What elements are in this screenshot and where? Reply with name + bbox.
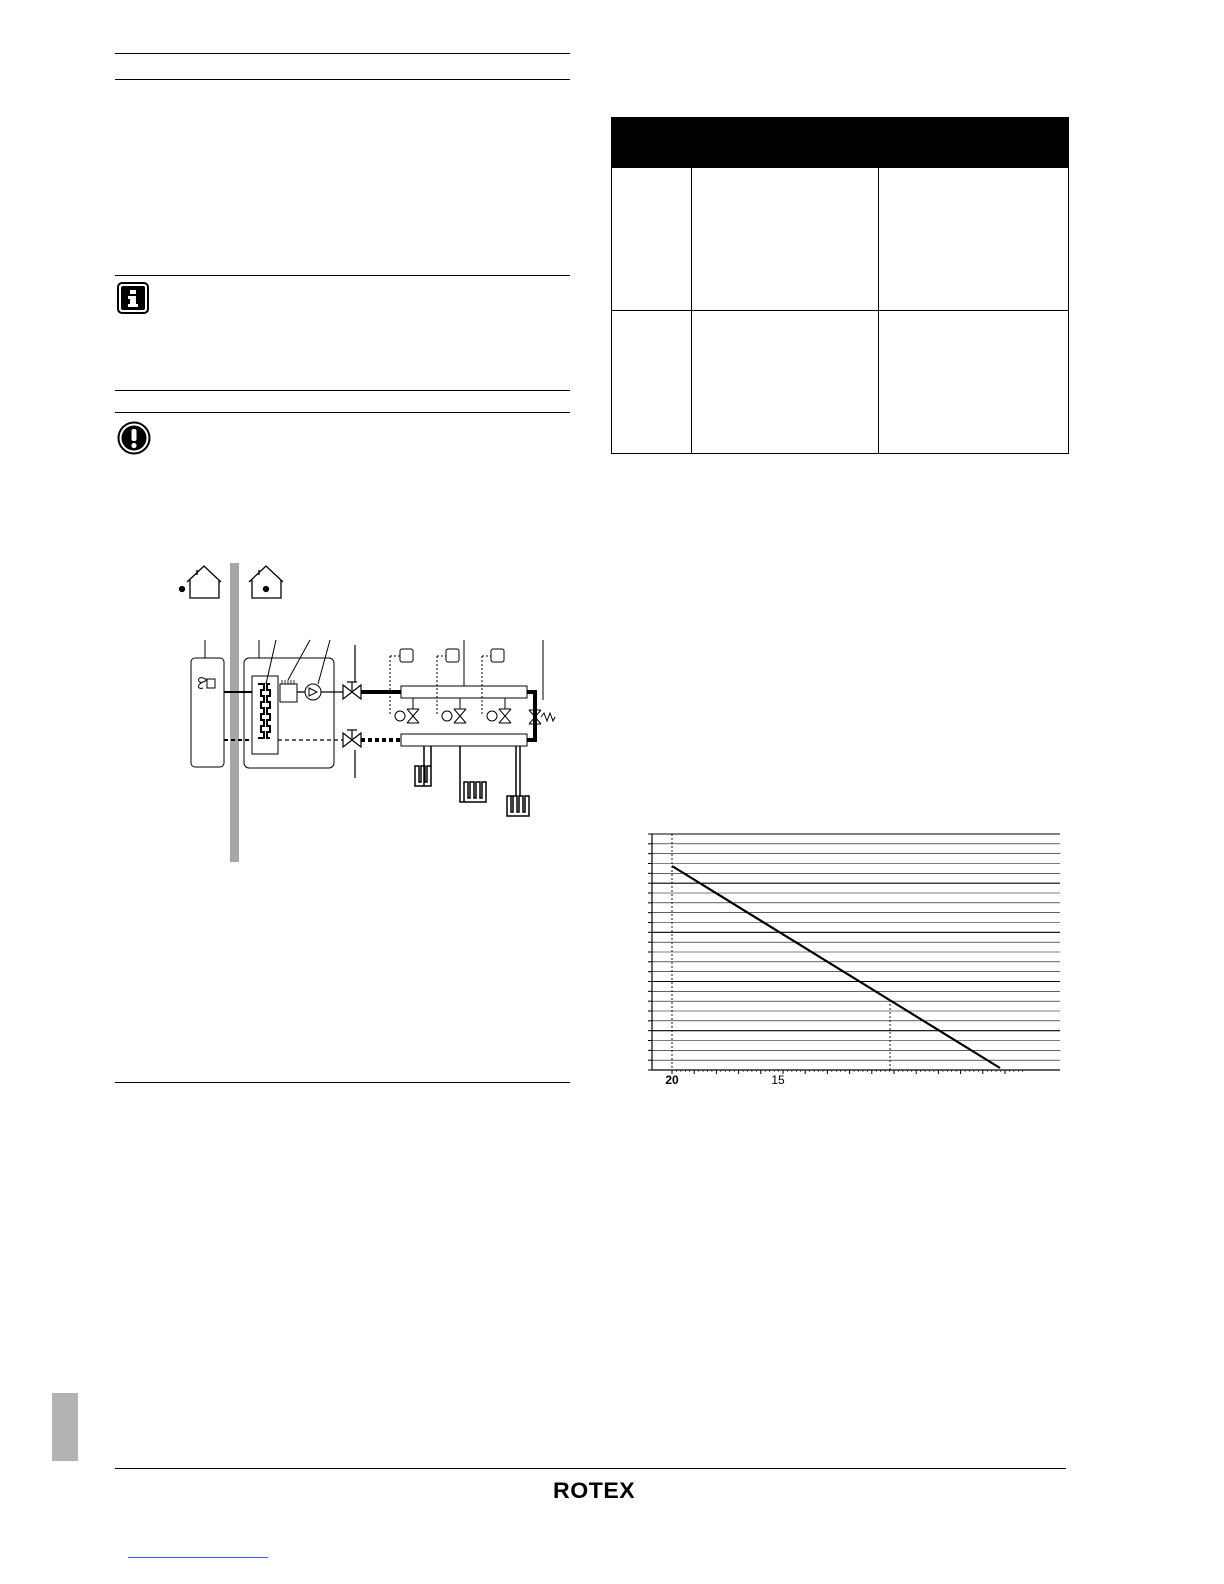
x-tick-label: 20 — [665, 1073, 679, 1087]
info-end-rule — [115, 390, 570, 391]
outdoor-house-icon — [180, 566, 222, 598]
brand-logo: ROTEX — [553, 1478, 636, 1503]
table-col-header-2 — [879, 141, 1069, 168]
zone-2 — [437, 649, 486, 802]
footer-rule — [115, 1468, 1066, 1469]
x-tick-label: 15 — [771, 1073, 785, 1087]
wall — [230, 563, 239, 862]
top-rule-2 — [115, 79, 570, 80]
zone-3 — [482, 649, 529, 816]
table-col-header-1 — [692, 141, 879, 168]
table-cell — [879, 168, 1069, 311]
outdoor-unit — [191, 640, 224, 767]
installation-diagram — [170, 560, 570, 865]
side-tab — [52, 1393, 78, 1461]
table-row-2-label — [612, 311, 692, 454]
table-cell — [692, 168, 879, 311]
table-row-1-label — [612, 168, 692, 311]
footer-link[interactable] — [128, 1557, 268, 1558]
indoor-unit — [244, 640, 334, 768]
bypass-valve — [529, 710, 555, 724]
specification-table — [611, 117, 1069, 454]
series-line — [672, 866, 1000, 1068]
section-end-rule — [115, 1082, 570, 1083]
table-cell — [692, 311, 879, 454]
zone-1 — [390, 649, 431, 786]
info-rule — [115, 275, 570, 276]
warning-icon — [117, 421, 151, 455]
top-rule-1 — [115, 53, 570, 54]
warning-rule — [115, 412, 570, 413]
shutoff-valve — [343, 645, 361, 699]
return-manifold — [401, 734, 527, 746]
table-cell — [879, 311, 1069, 454]
shutoff-valve — [343, 730, 361, 778]
chart — [640, 828, 1064, 1092]
indoor-house-icon — [249, 566, 283, 598]
table-group-header — [692, 118, 1069, 141]
info-icon — [117, 282, 149, 314]
table-corner-header — [612, 118, 692, 168]
supply-manifold — [401, 686, 527, 698]
